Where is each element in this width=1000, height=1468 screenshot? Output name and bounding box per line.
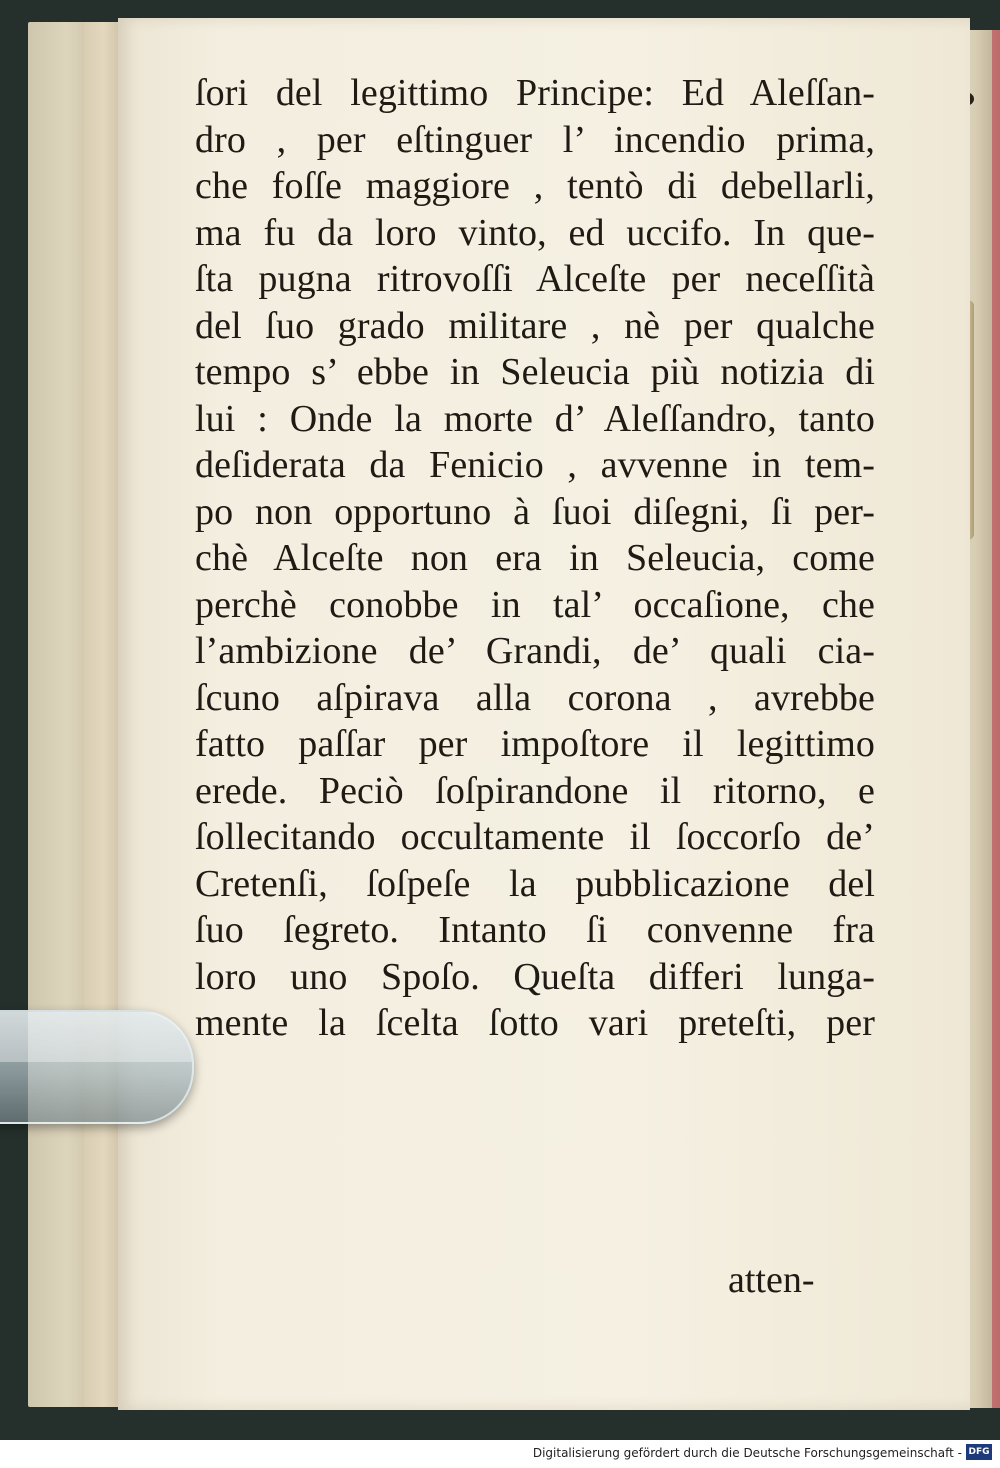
- text-line: l’ambizione de’ Grandi, de’ quali cia-: [195, 630, 875, 672]
- text-line: lui : Onde la morte d’ Aleſſandro, tanto: [195, 397, 875, 440]
- text-line: Cretenſi, ſoſpeſe la pubblicazione del: [195, 862, 875, 905]
- text-line: ſcuno aſpirava alla corona , avrebbe: [195, 676, 875, 719]
- text-line: chè Alceſte non era in Seleucia, come: [195, 537, 875, 579]
- text-line: mente la ſcelta ſotto vari preteſti, per: [195, 1002, 875, 1044]
- text-line: fatto paſſar per impoſtore il legittimo: [195, 723, 875, 765]
- text-line: ſta pugna ritrovoſſi Alceſte per neceſſità: [195, 258, 875, 300]
- text-line: che foſſe maggiore , tentò di debellarli,: [195, 165, 875, 207]
- text-line: perchè conobbe in tal’ occaſione, che: [195, 583, 875, 626]
- text-line: deſiderata da Fenicio , avvenne in tem-: [195, 444, 875, 486]
- text-line: po non opportuno à ſuoi diſegni, ſi per-: [195, 490, 875, 533]
- text-line: del ſuo grado militare , nè per qualche: [195, 304, 875, 347]
- text-line: ſollecitando occultamente il ſoccorſo de’: [195, 816, 875, 858]
- dfg-logo-icon: DFG: [966, 1444, 992, 1460]
- text-line: erede. Peciò ſoſpirandone il ritorno, e: [195, 769, 875, 812]
- page-edge-red: [992, 30, 1000, 1408]
- text-line: ſori del legittimo Principe: Ed Aleſſan-: [195, 72, 875, 114]
- digitization-credit: Digitalisierung gefördert durch die Deutsche Forschungsgemeinschaft -: [532, 1446, 962, 1460]
- page-clip: [0, 1010, 194, 1124]
- text-line: tempo s’ ebbe in Seleucia più notizia di: [195, 351, 875, 393]
- text-line: ma fu da loro vinto, ed uccifo. In que-: [195, 211, 875, 254]
- page-text: [195, 70, 875, 1047]
- text-line: dro , per eſtinguer l’ incendio prima,: [195, 118, 875, 161]
- clip-highlight: [0, 1012, 192, 1062]
- catchword: atten-: [728, 1259, 815, 1301]
- text-line: loro uno Spoſo. Queſta differi lunga-: [195, 955, 875, 998]
- text-line: ſuo ſegreto. Intanto ſi convenne fra: [195, 909, 875, 951]
